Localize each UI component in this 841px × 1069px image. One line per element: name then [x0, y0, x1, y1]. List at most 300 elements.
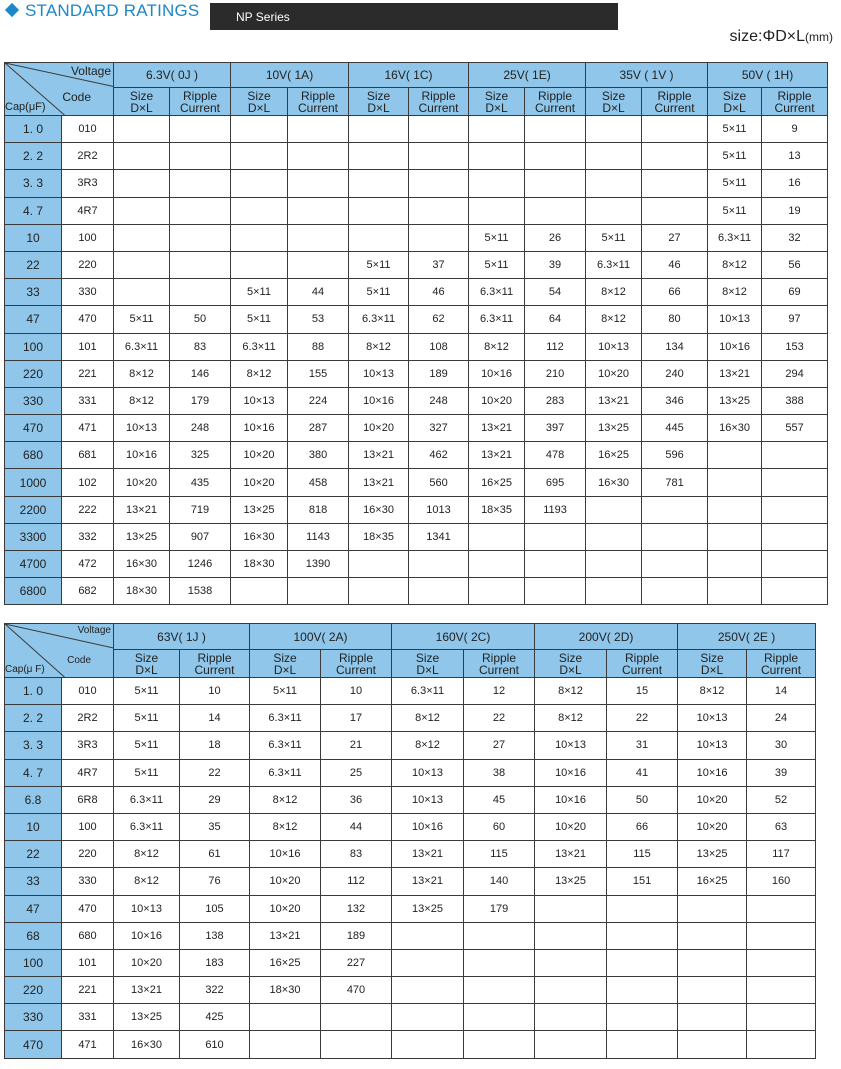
voltage-header: 16V( 1C) — [349, 63, 469, 88]
capacitance-cell: 330 — [5, 387, 62, 414]
ripple-cell: 1193 — [525, 496, 586, 523]
ripple-cell: 1538 — [170, 578, 231, 605]
size-cell: 8×12 — [392, 732, 464, 759]
ripple-cell: 14 — [747, 678, 816, 705]
ripple-cell: 462 — [409, 442, 469, 469]
table-row — [5, 469, 828, 496]
series-bar — [210, 3, 618, 30]
size-cell: 10×13 — [114, 895, 180, 922]
ripple-cell: 1341 — [409, 523, 469, 550]
code-cell: 470 — [62, 895, 114, 922]
size-cell: 10×13 — [678, 705, 747, 732]
size-cell: 13×21 — [250, 922, 321, 949]
size-column-header: Size D×L — [708, 88, 762, 116]
size-note — [730, 28, 833, 46]
ripple-cell — [607, 895, 678, 922]
table-row — [5, 387, 828, 414]
size-column-header: Size D×L — [349, 88, 409, 116]
size-cell: 13×25 — [231, 496, 288, 523]
ripple-cell — [288, 116, 349, 143]
size-cell — [678, 1031, 747, 1058]
ripple-cell — [321, 1031, 392, 1058]
ripple-cell: 140 — [464, 868, 535, 895]
size-cell: 5×11 — [708, 116, 762, 143]
table-row — [5, 333, 828, 360]
table-row — [5, 551, 828, 578]
table-row — [5, 496, 828, 523]
ripple-cell: 66 — [607, 813, 678, 840]
capacitance-cell: 22 — [5, 841, 62, 868]
ripple-cell: 53 — [288, 306, 349, 333]
size-cell: 10×16 — [231, 415, 288, 442]
size-cell — [114, 251, 170, 278]
size-cell — [469, 170, 525, 197]
ripple-cell: 29 — [180, 786, 250, 813]
size-cell: 10×13 — [586, 333, 642, 360]
size-cell: 8×12 — [250, 786, 321, 813]
ripple-cell: 62 — [409, 306, 469, 333]
size-cell: 5×11 — [114, 705, 180, 732]
ripple-cell: 425 — [180, 1004, 250, 1031]
size-cell: 5×11 — [708, 170, 762, 197]
size-cell: 8×12 — [114, 387, 170, 414]
ripple-cell — [409, 197, 469, 224]
ripple-cell: 44 — [321, 813, 392, 840]
size-cell: 6.3×11 — [250, 705, 321, 732]
size-cell: 6.3×11 — [114, 813, 180, 840]
size-cell — [231, 197, 288, 224]
size-cell: 18×30 — [231, 551, 288, 578]
code-cell: 4R7 — [62, 197, 114, 224]
size-cell — [231, 170, 288, 197]
ripple-cell: 179 — [464, 895, 535, 922]
ripple-cell: 287 — [288, 415, 349, 442]
ripple-cell: 44 — [288, 279, 349, 306]
size-cell: 10×13 — [231, 387, 288, 414]
size-cell — [250, 1004, 321, 1031]
ripple-cell: 134 — [642, 333, 708, 360]
capacitance-cell: 1. 0 — [5, 116, 62, 143]
ripple-cell: 36 — [321, 786, 392, 813]
ripple-cell: 210 — [525, 360, 586, 387]
ripple-cell: 22 — [180, 759, 250, 786]
code-cell: 682 — [62, 578, 114, 605]
ripple-cell: 183 — [180, 949, 250, 976]
corner-voltage-label: Voltage — [70, 64, 111, 78]
ripple-cell: 108 — [409, 333, 469, 360]
size-cell — [469, 116, 525, 143]
ripple-cell — [288, 197, 349, 224]
table-row — [5, 170, 828, 197]
size-cell: 8×12 — [231, 360, 288, 387]
ripple-cell: 14 — [180, 705, 250, 732]
ripple-column-header: Ripple Current — [747, 650, 816, 678]
size-cell — [231, 224, 288, 251]
size-cell: 10×20 — [678, 813, 747, 840]
capacitance-cell: 10 — [5, 813, 62, 840]
ripple-column-header: Ripple Current — [170, 88, 231, 116]
size-cell: 10×16 — [535, 786, 607, 813]
capacitance-cell: 68 — [5, 922, 62, 949]
ripple-cell — [409, 143, 469, 170]
size-cell: 8×12 — [114, 360, 170, 387]
size-cell — [392, 1031, 464, 1058]
ripple-column-header: Ripple Current — [464, 650, 535, 678]
ripple-cell: 50 — [607, 786, 678, 813]
size-cell: 8×12 — [535, 678, 607, 705]
size-cell: 10×20 — [114, 469, 170, 496]
capacitance-cell: 3300 — [5, 523, 62, 550]
code-cell: 222 — [62, 496, 114, 523]
capacitance-cell: 33 — [5, 868, 62, 895]
size-cell — [469, 143, 525, 170]
size-cell: 10×20 — [678, 786, 747, 813]
size-cell — [469, 551, 525, 578]
code-cell: 220 — [62, 841, 114, 868]
ripple-cell — [170, 116, 231, 143]
corner-code-label: Code — [62, 90, 91, 104]
capacitance-cell: 47 — [5, 895, 62, 922]
size-cell: 13×25 — [114, 1004, 180, 1031]
capacitance-cell: 2. 2 — [5, 143, 62, 170]
size-cell — [231, 143, 288, 170]
ripple-column-header: Ripple Current — [607, 650, 678, 678]
code-cell: 101 — [62, 949, 114, 976]
size-cell — [349, 224, 409, 251]
size-cell: 5×11 — [708, 197, 762, 224]
table-row — [5, 705, 816, 732]
ripple-cell: 63 — [747, 813, 816, 840]
size-cell: 8×12 — [586, 306, 642, 333]
ripple-cell: 32 — [762, 224, 828, 251]
ripple-cell — [409, 116, 469, 143]
ripple-cell: 61 — [180, 841, 250, 868]
size-note-text: size:ΦD×L — [729, 28, 806, 45]
ripple-cell: 327 — [409, 415, 469, 442]
ripple-cell: 115 — [607, 841, 678, 868]
ripple-cell — [607, 949, 678, 976]
ripple-cell: 54 — [525, 279, 586, 306]
ripple-cell: 17 — [321, 705, 392, 732]
size-cell: 5×11 — [114, 306, 170, 333]
ripple-cell: 138 — [180, 922, 250, 949]
ripple-cell — [747, 949, 816, 976]
size-cell: 10×16 — [708, 333, 762, 360]
ripple-cell — [170, 197, 231, 224]
code-cell: 680 — [62, 922, 114, 949]
ripple-cell: 12 — [464, 678, 535, 705]
size-column-header: Size D×L — [392, 650, 464, 678]
ripple-cell — [642, 496, 708, 523]
size-cell: 10×20 — [349, 415, 409, 442]
table-row — [5, 224, 828, 251]
size-cell: 6.3×11 — [250, 759, 321, 786]
size-cell: 6.3×11 — [114, 333, 170, 360]
ripple-cell: 153 — [762, 333, 828, 360]
size-cell: 10×13 — [392, 759, 464, 786]
ripple-cell — [525, 578, 586, 605]
ripple-cell: 9 — [762, 116, 828, 143]
size-cell — [586, 496, 642, 523]
size-cell: 6.3×11 — [469, 306, 525, 333]
size-cell: 13×21 — [114, 977, 180, 1004]
ripple-cell — [747, 1004, 816, 1031]
size-cell: 16×30 — [708, 415, 762, 442]
ripple-cell — [525, 116, 586, 143]
size-cell — [678, 977, 747, 1004]
table-row — [5, 732, 816, 759]
capacitance-cell: 1000 — [5, 469, 62, 496]
ripple-cell — [642, 197, 708, 224]
code-cell: 2R2 — [62, 705, 114, 732]
size-cell: 8×12 — [114, 868, 180, 895]
size-cell — [535, 1031, 607, 1058]
ripple-cell — [525, 523, 586, 550]
ripple-cell — [170, 224, 231, 251]
ripple-cell — [170, 279, 231, 306]
size-column-header: Size D×L — [231, 88, 288, 116]
ripple-cell — [464, 949, 535, 976]
size-cell — [392, 922, 464, 949]
size-cell — [392, 977, 464, 1004]
size-cell: 13×21 — [392, 841, 464, 868]
ripple-cell: 695 — [525, 469, 586, 496]
size-cell: 13×21 — [535, 841, 607, 868]
ripple-cell: 39 — [525, 251, 586, 278]
size-cell: 18×30 — [250, 977, 321, 1004]
size-cell: 16×25 — [678, 868, 747, 895]
table-row — [5, 813, 816, 840]
size-cell: 10×16 — [392, 813, 464, 840]
ripple-cell: 66 — [642, 279, 708, 306]
ripple-cell — [762, 578, 828, 605]
ripple-cell: 60 — [464, 813, 535, 840]
size-cell: 5×11 — [586, 224, 642, 251]
ripple-cell — [464, 922, 535, 949]
capacitance-cell: 3. 3 — [5, 732, 62, 759]
size-cell — [114, 116, 170, 143]
size-cell: 18×35 — [349, 523, 409, 550]
table-row — [5, 116, 828, 143]
ripple-cell: 146 — [170, 360, 231, 387]
size-column-header: Size D×L — [114, 650, 180, 678]
size-cell — [392, 1004, 464, 1031]
size-cell: 16×30 — [349, 496, 409, 523]
code-cell: 330 — [62, 279, 114, 306]
ripple-cell — [762, 496, 828, 523]
ripple-cell — [525, 170, 586, 197]
table-row — [5, 977, 816, 1004]
size-cell — [586, 523, 642, 550]
ripple-cell — [642, 578, 708, 605]
capacitance-cell: 1. 0 — [5, 678, 62, 705]
table-row — [5, 251, 828, 278]
ripple-cell: 22 — [607, 705, 678, 732]
size-cell — [349, 578, 409, 605]
table-row — [5, 949, 816, 976]
ripple-cell: 115 — [464, 841, 535, 868]
size-cell: 5×11 — [114, 678, 180, 705]
page-title: STANDARD RATINGS — [25, 1, 200, 20]
ripple-cell — [762, 523, 828, 550]
code-cell: 221 — [62, 360, 114, 387]
ripple-cell: 15 — [607, 678, 678, 705]
size-cell: 8×12 — [114, 841, 180, 868]
corner-header — [5, 63, 114, 116]
ripple-cell: 35 — [180, 813, 250, 840]
size-cell: 10×20 — [250, 895, 321, 922]
ripple-cell: 97 — [762, 306, 828, 333]
voltage-header: 50V ( 1H) — [708, 63, 828, 88]
ripple-column-header: Ripple Current — [525, 88, 586, 116]
size-cell: 13×25 — [708, 387, 762, 414]
ripple-cell: 41 — [607, 759, 678, 786]
size-cell — [231, 578, 288, 605]
ripple-cell: 117 — [747, 841, 816, 868]
ripple-cell: 10 — [321, 678, 392, 705]
ripple-cell: 19 — [762, 197, 828, 224]
size-cell — [114, 170, 170, 197]
size-cell: 10×13 — [392, 786, 464, 813]
ripple-cell: 105 — [180, 895, 250, 922]
ripple-cell — [762, 469, 828, 496]
size-cell — [586, 578, 642, 605]
table-row — [5, 759, 816, 786]
ripple-cell: 27 — [642, 224, 708, 251]
ripple-cell: 88 — [288, 333, 349, 360]
voltage-header: 6.3V( 0J ) — [114, 63, 231, 88]
size-cell: 6.3×11 — [349, 306, 409, 333]
size-cell — [708, 469, 762, 496]
ripple-cell — [170, 170, 231, 197]
size-cell — [586, 143, 642, 170]
size-cell: 10×16 — [114, 922, 180, 949]
size-cell — [678, 922, 747, 949]
size-cell: 10×16 — [250, 841, 321, 868]
size-column-header: Size D×L — [114, 88, 170, 116]
ripple-cell: 31 — [607, 732, 678, 759]
code-cell: 6R8 — [62, 786, 114, 813]
size-cell: 13×25 — [586, 415, 642, 442]
size-cell: 13×21 — [392, 868, 464, 895]
ripple-cell: 1246 — [170, 551, 231, 578]
table-row — [5, 841, 816, 868]
ripple-cell — [747, 895, 816, 922]
ripple-cell — [525, 197, 586, 224]
size-cell — [708, 442, 762, 469]
capacitance-cell: 6800 — [5, 578, 62, 605]
size-cell — [708, 551, 762, 578]
size-cell: 10×13 — [678, 732, 747, 759]
ripple-cell: 25 — [321, 759, 392, 786]
ripple-cell: 283 — [525, 387, 586, 414]
capacitance-cell: 100 — [5, 949, 62, 976]
ripple-cell: 30 — [747, 732, 816, 759]
ripple-cell — [409, 578, 469, 605]
size-cell — [678, 949, 747, 976]
size-cell — [708, 496, 762, 523]
size-cell: 10×16 — [678, 759, 747, 786]
ripple-cell: 294 — [762, 360, 828, 387]
code-cell: 100 — [62, 224, 114, 251]
size-cell: 10×16 — [349, 387, 409, 414]
size-cell: 10×13 — [535, 732, 607, 759]
corner-voltage-label: Voltage — [77, 625, 111, 636]
capacitance-cell: 2200 — [5, 496, 62, 523]
code-cell: 471 — [62, 1031, 114, 1058]
size-cell: 16×30 — [586, 469, 642, 496]
size-cell: 6.3×11 — [231, 333, 288, 360]
table-row — [5, 868, 816, 895]
ripple-cell — [409, 170, 469, 197]
size-cell: 13×25 — [392, 895, 464, 922]
ripple-column-header: Ripple Current — [409, 88, 469, 116]
size-cell — [114, 279, 170, 306]
capacitance-cell: 100 — [5, 333, 62, 360]
voltage-header: 200V( 2D) — [535, 624, 678, 650]
size-cell: 16×25 — [250, 949, 321, 976]
ripple-cell — [170, 251, 231, 278]
page-header — [0, 0, 841, 60]
ripple-cell: 240 — [642, 360, 708, 387]
ratings-table-low-voltage — [4, 62, 828, 605]
ripple-cell — [464, 1004, 535, 1031]
size-column-header: Size D×L — [469, 88, 525, 116]
table-row — [5, 279, 828, 306]
size-cell — [469, 197, 525, 224]
ripple-cell: 380 — [288, 442, 349, 469]
size-cell: 13×21 — [349, 469, 409, 496]
size-cell: 13×21 — [469, 442, 525, 469]
size-cell: 18×30 — [114, 578, 170, 605]
ripple-cell — [762, 442, 828, 469]
voltage-header: 35V ( 1V ) — [586, 63, 708, 88]
code-cell: 332 — [62, 523, 114, 550]
size-cell: 8×12 — [586, 279, 642, 306]
size-cell: 16×25 — [469, 469, 525, 496]
size-cell: 8×12 — [708, 279, 762, 306]
size-cell: 8×12 — [349, 333, 409, 360]
ripple-cell: 596 — [642, 442, 708, 469]
ripple-cell: 83 — [321, 841, 392, 868]
ripple-cell: 189 — [409, 360, 469, 387]
ripple-cell — [321, 1004, 392, 1031]
table-row — [5, 442, 828, 469]
size-cell — [586, 116, 642, 143]
size-cell: 16×30 — [231, 523, 288, 550]
ripple-cell — [607, 1004, 678, 1031]
ripple-cell: 69 — [762, 279, 828, 306]
capacitance-cell: 3. 3 — [5, 170, 62, 197]
ripple-cell — [642, 551, 708, 578]
ripple-cell — [762, 551, 828, 578]
capacitance-cell: 47 — [5, 306, 62, 333]
size-cell: 16×30 — [114, 551, 170, 578]
ripple-cell — [525, 143, 586, 170]
code-cell: 470 — [62, 306, 114, 333]
size-note-unit: (mm) — [805, 30, 833, 44]
ripple-cell: 346 — [642, 387, 708, 414]
size-column-header: Size D×L — [250, 650, 321, 678]
corner-header — [5, 624, 114, 678]
voltage-header: 250V( 2E ) — [678, 624, 816, 650]
size-cell: 5×11 — [349, 251, 409, 278]
ripple-cell — [642, 170, 708, 197]
ripple-column-header: Ripple Current — [288, 88, 349, 116]
size-cell: 18×35 — [469, 496, 525, 523]
capacitance-cell: 220 — [5, 977, 62, 1004]
size-cell: 5×11 — [231, 306, 288, 333]
